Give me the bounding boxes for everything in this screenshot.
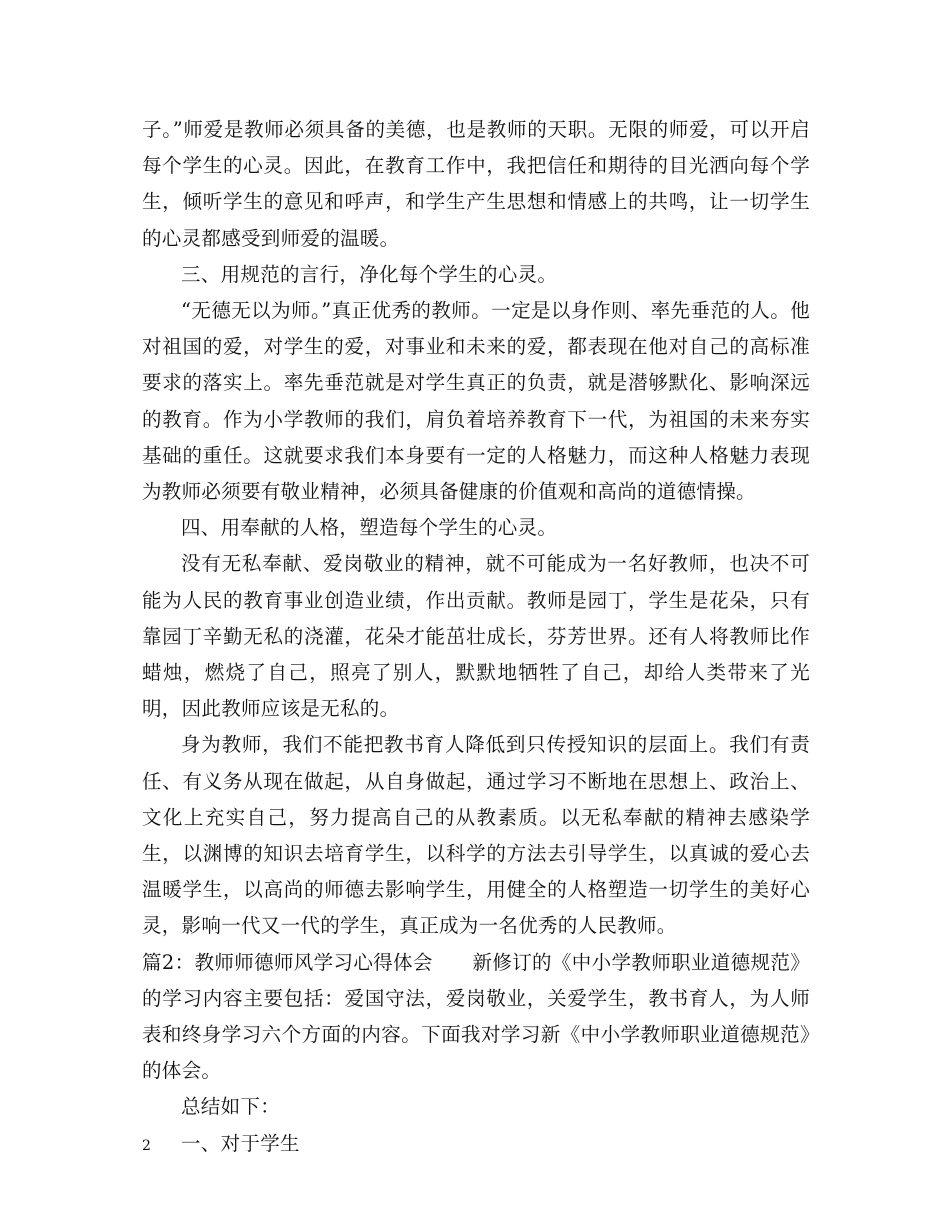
paragraph-continuation: 子。”师爱是教师必须具备的美德，也是教师的天职。无限的师爱，可以开启每个学生的心灵。因此，在教育工作中，我把信任和期待的目光洒向每个学生，倾听学生的意见和呼声，和学生产生思想和情感上的共鸣，让一切学生的心灵都感受到师爱的温暖。	[142, 118, 810, 250]
chapter-heading-paragraph: 篇2：教师师德师风学习心得体会 新修订的《中小学教师职业道德规范》的学习内容主要包括：爱国守法，爱岗敬业，关爱学生，教书育人，为人师表和终身学习六个方面的内容。下面我对学习新《中小学教师职业道德规范》的体会。	[142, 950, 810, 1083]
paragraph: “无德无以为师。”真正优秀的教师。一定是以身作则、率先垂范的人。他对祖国的爱，对学生的爱，对事业和未来的爱，都表现在他对自己的高标准要求的落实上。率先垂范就是对学生真正的负责，就是潜够默化、影响深远的教育。作为小学教师的我们，肩负着培养教育下一代，为祖国的未来夯实基础的重任。这就要求我们本身要有一定的人格魅力，而这种人格魅力表现为教师必须要有敬业精神，必须具备健康的价值观和高尚的道德情操。	[142, 299, 810, 504]
section-heading-four: 四、用奉献的人格，塑造每个学生的心灵。	[181, 516, 558, 540]
section-heading-three: 三、用规范的言行，净化每个学生的心灵。	[181, 262, 558, 286]
page-number: 2	[142, 1138, 151, 1154]
paragraph: 身为教师，我们不能把教书育人降低到只传授知识的层面上。我们有责任、有义务从现在做起，从自身做起，通过学习不断地在思想上、政治上、文化上充实自己，努力提高自己的从教素质。以无私奉献的精神去感染学生，以渊博的知识去培育学生，以科学的方法去引导学生，以真诚的爱心去温暖学生，以高尚的师德去影响学生，用健全的人格塑造一切学生的美好心灵，影响一代又一代的学生，真正成为一名优秀的人民教师。	[142, 733, 810, 938]
paragraph: 没有无私奉献、爱岗敬业的精神，就不可能成为一名好教师，也决不可能为人民的教育事业创造业绩，作出贡献。教师是园丁，学生是花朵，只有靠园丁辛勤无私的浇灌，花朵才能茁壮成长，芬芳世界。还有人将教师比作蜡烛，燃烧了自己，照亮了别人，默默地牺牲了自己，却给人类带来了光明，因此教师应该是无私的。	[142, 552, 810, 721]
subsection-heading: 一、对于学生	[181, 1131, 300, 1155]
document-body	[142, 112, 810, 1162]
paragraph: 总结如下：	[181, 1095, 281, 1119]
